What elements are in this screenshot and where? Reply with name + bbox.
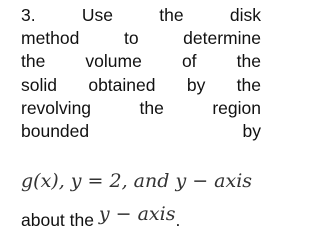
word: to — [123, 28, 139, 49]
word: by — [242, 120, 261, 141]
word: by — [186, 74, 206, 95]
word: the — [21, 51, 46, 72]
word: revolving — [21, 97, 92, 118]
word: obtained — [88, 74, 156, 95]
word: disk — [229, 5, 261, 25]
word: solid — [21, 74, 57, 95]
word: of — [181, 51, 197, 72]
text-line — [21, 97, 261, 120]
final-period: . — [175, 210, 181, 230]
axis-expression: y − axis — [98, 203, 176, 225]
text-line — [21, 120, 261, 143]
word: the — [236, 74, 261, 95]
final-text: about the — [21, 210, 94, 230]
problem-number: 3. — [21, 5, 36, 25]
text-line — [21, 74, 261, 97]
word: region — [212, 97, 261, 118]
text-line — [21, 27, 261, 50]
word: the — [139, 97, 164, 118]
word: the — [159, 5, 184, 25]
word: the — [236, 51, 261, 72]
text-line — [21, 4, 261, 27]
word: determine — [183, 28, 261, 49]
word: bounded — [21, 120, 90, 141]
boundary-equations: g(x), y = 2, and y − axis — [21, 170, 253, 192]
axis-of-revolution-line — [21, 203, 181, 231]
word: method — [21, 28, 80, 49]
word: volume — [85, 51, 142, 72]
problem-text — [21, 4, 261, 143]
text-line — [21, 50, 261, 73]
word: Use — [81, 5, 113, 25]
